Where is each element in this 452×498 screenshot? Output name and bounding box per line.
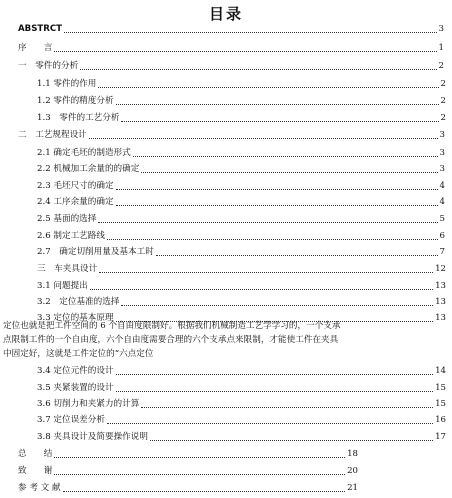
toc-entry-label: 1.1 零件的作用 [37, 79, 97, 89]
toc-leader-dots [80, 60, 436, 70]
toc-leader-dots [63, 482, 345, 492]
toc-entry-2-3 [37, 178, 445, 192]
toc-entry-label: 三 车夹具设计 [37, 264, 98, 274]
toc-leader-dots [98, 213, 437, 223]
toc-entry-3-7 [37, 412, 446, 426]
toc-page-number: 4 [439, 181, 445, 191]
toc-page-number: 15 [435, 383, 446, 393]
toc-entry-1-2 [37, 93, 446, 107]
toc-entry-label: 3.5 夹紧装置的设计 [37, 383, 114, 393]
toc-leader-dots [90, 280, 433, 290]
toc-entry-label: 2.1 确定毛坯的制造形式 [37, 148, 131, 158]
toc-leader-dots [116, 382, 434, 392]
toc-entry-summary [18, 446, 358, 460]
toc-entry-chapter-3 [37, 261, 446, 275]
toc-page-number: 2 [440, 96, 446, 106]
paragraph-line: 中固定好，这就是工件定位的“六点定位 [3, 349, 154, 360]
page-title: 目录 [208, 5, 243, 23]
paragraph-line: 定位也就是把工件空间的 6 个自由度限制好。根据我们机械制造工艺学学习的，一个支承 [3, 321, 341, 331]
toc-page-number: 13 [435, 313, 446, 323]
toc-page-number: 4 [439, 197, 445, 207]
toc-entry-label: 2.6 制定工艺路线 [37, 231, 105, 241]
toc-page-number: 13 [435, 281, 446, 291]
toc-leader-dots [116, 95, 439, 105]
toc-entry-references [18, 480, 358, 494]
toc-page-number: 20 [347, 466, 358, 476]
toc-leader-dots [98, 78, 438, 88]
toc-entry-label: 3.1 问题提出 [37, 281, 88, 291]
toc-leader-dots [116, 180, 438, 190]
toc-leader-dots [116, 365, 434, 375]
toc-entry-3-1 [37, 278, 446, 292]
toc-page-number: 13 [435, 297, 446, 307]
toc-entry-preface [18, 40, 444, 54]
toc-leader-dots [141, 398, 433, 408]
toc-entry-3-8 [37, 429, 446, 443]
toc-leader-dots [141, 163, 437, 173]
toc-entry-label: 1.3 零件的工艺分析 [37, 113, 120, 123]
toc-page-number: 3 [439, 130, 445, 140]
toc-page-number: 15 [435, 399, 446, 409]
toc-entry-2-6 [37, 228, 445, 242]
toc-page-number: 18 [347, 449, 358, 459]
toc-page-number: 3 [439, 164, 445, 174]
toc-entry-2-4 [37, 194, 445, 208]
toc-page-number: 6 [439, 231, 445, 241]
toc-entry-label: 3.3 定位的基本原理 [37, 313, 114, 323]
toc-entry-label: 一 零件的分析 [18, 61, 79, 71]
toc-entry-2-5 [37, 211, 445, 225]
toc-page-number: 2 [440, 113, 446, 123]
toc-page-number: 21 [347, 483, 358, 493]
toc-entry-2-7 [37, 244, 445, 258]
toc-entry-label: 3.4 定位元件的设计 [37, 366, 114, 376]
toc-leader-dots [116, 196, 438, 206]
toc-entry-label: 3.6 切削力和夹紧力的计算 [37, 399, 140, 409]
toc-entry-2-1 [37, 145, 445, 159]
toc-page-number: 2 [440, 79, 446, 89]
toc-entry-chapter-1 [18, 58, 444, 72]
toc-page-number: 5 [439, 214, 445, 224]
toc-page-number: 14 [435, 366, 446, 376]
toc-entry-chapter-2 [18, 127, 445, 141]
toc-leader-dots [150, 431, 433, 441]
toc-leader-dots [107, 230, 438, 240]
toc-entry-label: 总 结 [18, 449, 53, 459]
toc-entry-label: 致 谢 [18, 466, 53, 476]
toc-page-number: 17 [435, 432, 446, 442]
toc-entry-3-2 [37, 294, 446, 308]
toc-entry-label: 1.2 零件的精度分析 [37, 96, 114, 106]
toc-entry-label: 3.2 定位基准的选择 [37, 297, 120, 307]
toc-entry-label: 参 考 文 献 [18, 483, 61, 493]
toc-entry-label: 2.5 基面的选择 [37, 214, 97, 224]
toc-entry-3-5 [37, 380, 446, 394]
toc-entry-3-6 [37, 396, 446, 410]
toc-leader-dots [107, 414, 433, 424]
toc-page-number: 2 [438, 61, 444, 71]
toc-entry-label: 3.7 定位误差分析 [37, 415, 105, 425]
toc-leader-dots [64, 23, 436, 33]
toc-leader-dots [133, 147, 438, 157]
toc-leader-dots [54, 42, 436, 52]
toc-entry-label: ABSTRCT [18, 24, 63, 34]
toc-entry-label: 2.4 工序余量的确定 [37, 197, 114, 207]
toc-leader-dots [121, 112, 438, 122]
toc-entry-1-1 [37, 76, 446, 90]
body-paragraph [3, 319, 446, 362]
toc-leader-dots [99, 263, 433, 273]
toc-leader-dots [54, 465, 345, 475]
toc-entry-2-2 [37, 161, 445, 175]
toc-entry-label: 序 言 [18, 43, 53, 53]
toc-entry-1-3 [37, 110, 446, 124]
toc-entry-3-4 [37, 363, 446, 377]
toc-page-number: 3 [438, 24, 444, 34]
toc-page-number: 16 [435, 415, 446, 425]
toc-page-number: 3 [439, 148, 445, 158]
toc-entry-label: 3.8 夹具设计及简要操作说明 [37, 432, 148, 442]
toc-page-number: 7 [439, 247, 445, 257]
toc-entry-label: 2.3 毛坯尺寸的确定 [37, 181, 114, 191]
toc-leader-dots [121, 296, 433, 306]
toc-entry-acknowledgements [18, 463, 358, 477]
toc-entry-label: 2.2 机械加工余量的的确定 [37, 164, 140, 174]
toc-leader-dots [156, 246, 438, 256]
toc-leader-dots [89, 129, 438, 139]
toc-entry-label: 2.7 确定切削用量及基本工时 [37, 247, 154, 257]
toc-page-number: 1 [438, 43, 444, 53]
paragraph-line: 点限制工件的一个自由度，六个自由度需要合理的六个支承点来限制，才能使工件在夹具 [3, 335, 339, 346]
toc-entry-abstract [18, 21, 444, 35]
toc-entry-label: 二 工艺规程设计 [18, 130, 87, 140]
toc-leader-dots [54, 448, 345, 458]
toc-page-number: 12 [435, 264, 446, 274]
